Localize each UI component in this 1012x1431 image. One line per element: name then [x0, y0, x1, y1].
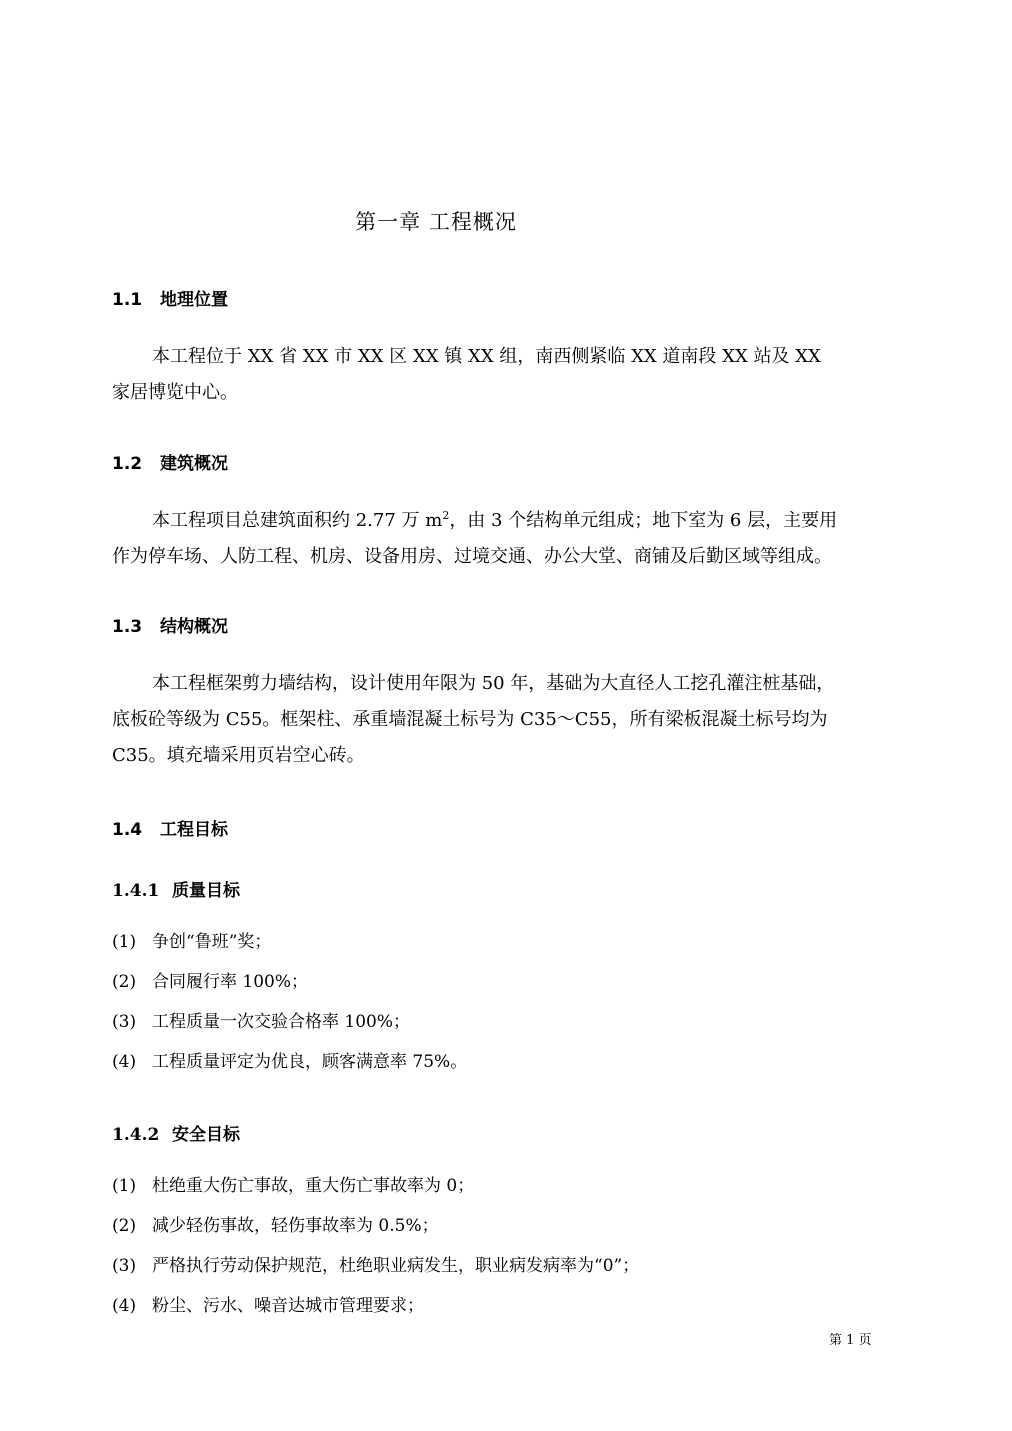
list-item-text: 减少轻伤事故，轻伤事故率为 0.5%； — [152, 1216, 439, 1236]
section-heading-1-3 — [112, 612, 228, 637]
section-heading-1-1 — [112, 285, 228, 310]
list-item — [112, 1246, 898, 1286]
list-marker: (2) — [112, 972, 137, 992]
list-item-text: 争创“鲁班”奖； — [152, 932, 272, 952]
paragraph-line — [112, 503, 898, 539]
paragraph-line: 作为停车场、人防工程、机房、设备用房、过境交通、办公大堂、商铺及后勤区域等组成。 — [112, 546, 832, 567]
list-item — [112, 962, 898, 1002]
list-item — [112, 1002, 898, 1042]
paragraph-text: ，由 3 个结构单元组成；地下室为 6 层，主要用 — [449, 510, 838, 531]
safety-goals-list — [112, 1166, 898, 1326]
list-item-text: 工程质量评定为优良，顾客满意率 75%。 — [152, 1052, 468, 1072]
section-title: 结构概况 — [160, 617, 228, 637]
paragraph-line: 家居博览中心。 — [112, 382, 238, 403]
paragraph-line: 本工程位于 XX 省 XX 市 XX 区 XX 镇 XX 组，南西侧紧临 XX 道南段 XX 站及 XX — [152, 346, 821, 367]
list-marker: (4) — [112, 1296, 137, 1316]
list-item — [112, 1286, 898, 1326]
section-heading-1-2 — [112, 449, 228, 474]
section-title: 地理位置 — [160, 290, 228, 310]
section-paragraph-1-1 — [112, 339, 898, 411]
paragraph-line: C35。填充墙采用页岩空心砖。 — [112, 745, 365, 766]
subsection-number: 1.4.2 — [112, 1125, 160, 1145]
list-marker: (4) — [112, 1052, 137, 1072]
section-number: 1.4 — [112, 820, 143, 840]
subsection-heading-1-4-1 — [112, 876, 240, 901]
list-marker: (2) — [112, 1216, 137, 1236]
section-heading-1-4 — [112, 815, 228, 840]
subsection-number: 1.4.1 — [112, 881, 160, 901]
section-paragraph-1-2 — [112, 503, 898, 575]
list-item — [112, 922, 898, 962]
section-title: 工程目标 — [160, 820, 228, 840]
section-number: 1.2 — [112, 454, 143, 474]
list-item-text: 工程质量一次交验合格率 100%； — [152, 1012, 411, 1032]
list-item — [112, 1206, 898, 1246]
list-item-text: 粉尘、污水、噪音达城市管理要求； — [152, 1296, 424, 1316]
section-title: 建筑概况 — [160, 454, 228, 474]
list-marker: (1) — [112, 932, 137, 952]
paragraph-line: 本工程框架剪力墙结构，设计使用年限为 50 年，基础为大直径人工挖孔灌注桩基础， — [152, 673, 835, 694]
list-marker: (1) — [112, 1176, 137, 1196]
section-paragraph-1-3 — [112, 666, 898, 774]
list-item — [112, 1166, 898, 1206]
list-item-text: 杜绝重大伤亡事故，重大伤亡事故率为 0； — [152, 1176, 475, 1196]
list-marker: (3) — [112, 1012, 137, 1032]
superscript: 2 — [442, 509, 450, 522]
list-item-text: 合同履行率 100%； — [152, 972, 309, 992]
chapter-title: 第一章 工程概况 — [355, 210, 517, 234]
section-number: 1.3 — [112, 617, 143, 637]
section-number: 1.1 — [112, 290, 143, 310]
quality-goals-list — [112, 922, 898, 1082]
list-marker: (3) — [112, 1256, 137, 1276]
subsection-title: 安全目标 — [172, 1125, 240, 1145]
subsection-heading-1-4-2 — [112, 1120, 240, 1145]
page-number: 第 1 页 — [829, 1333, 872, 1348]
list-item-text: 严格执行劳动保护规范，杜绝职业病发生，职业病发病率为“0”； — [152, 1256, 640, 1276]
subsection-title: 质量目标 — [172, 881, 240, 901]
paragraph-text: 本工程项目总建筑面积约 2.77 万 m — [152, 510, 443, 531]
paragraph-line: 底板砼等级为 C55。框架柱、承重墙混凝土标号为 C35～C55，所有梁板混凝土标号均为 — [112, 709, 828, 730]
list-item — [112, 1042, 898, 1082]
